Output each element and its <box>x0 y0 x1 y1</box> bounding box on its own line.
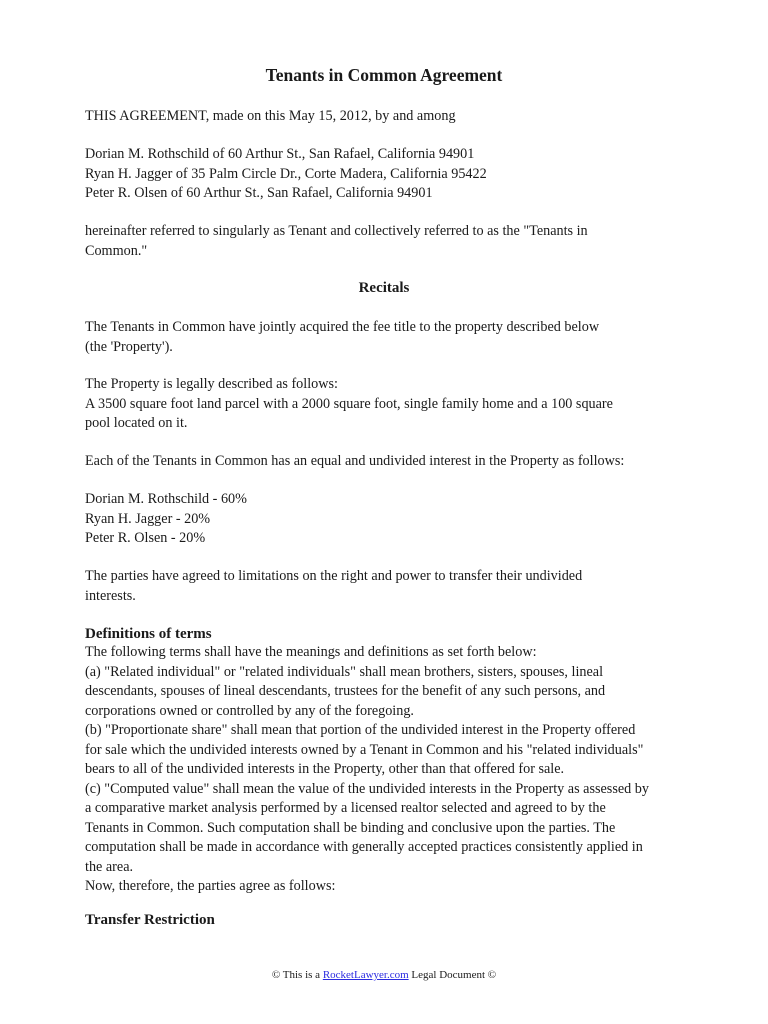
definitions-line: corporations owned or controlled by any of the foregoing. <box>85 702 414 719</box>
definitions-line: the area. <box>85 858 134 875</box>
intro-text: THIS AGREEMENT, made on this May 15, 2012, by and among <box>85 108 456 124</box>
recital-4-line-2: interests. <box>85 587 136 604</box>
recital-2-line-2: A 3500 square foot land parcel with a 2000 square foot, single family home and a 100 square <box>85 395 613 412</box>
rocketlawyer-link[interactable]: RocketLawyer.com <box>322 969 409 981</box>
definitions-line: computation shall be made in accordance with generally accepted practices consistently applied in <box>85 839 643 855</box>
definitions-line: (a) "Related individual" or "related individuals" shall mean brothers, sisters, spouses, lineal <box>85 663 604 680</box>
recital-1-line-2: (the 'Property'). <box>85 338 173 355</box>
definitions-line: a comparative market analysis performed by a licensed realtor selected and agreed to by the <box>85 800 606 816</box>
recital-4-line-1: The parties have agreed to limitations on the right and power to transfer their undivided <box>85 568 583 584</box>
footer <box>0 968 768 982</box>
hereinafter-line-1: hereinafter referred to singularly as Tenant and collectively referred to as the "Tenants in <box>85 223 588 239</box>
recital-3: Each of the Tenants in Common has an equal and undivided interest in the Property as follows: <box>85 453 625 469</box>
hereinafter-line-2: Common." <box>85 242 148 259</box>
definitions-line: Now, therefore, the parties agree as follows: <box>85 878 336 894</box>
recital-2-line-1: The Property is legally described as follows: <box>85 376 338 392</box>
recitals-heading: Recitals <box>358 280 410 296</box>
definitions-line: descendants, spouses of lineal descendants, trustees for the benefit of any such persons, and <box>85 683 606 699</box>
party-2: Ryan H. Jagger of 35 Palm Circle Dr., Corte Madera, California 95422 <box>85 165 487 182</box>
definitions-line: (b) "Proportionate share" shall mean that portion of the undivided interest in the Property offered <box>85 722 636 738</box>
document-title: Tenants in Common Agreement <box>265 65 503 85</box>
footer-prefix: © This is a <box>271 969 323 981</box>
definitions-line: (c) "Computed value" shall mean the value of the undivided interests in the Property as assessed by <box>85 780 649 797</box>
interest-1: Dorian M. Rothschild - 60% <box>85 491 247 507</box>
definitions-line: The following terms shall have the meanings and definitions as set forth below: <box>85 644 537 660</box>
footer-suffix: Legal Document © <box>408 969 497 981</box>
recital-1-line-1: The Tenants in Common have jointly acquired the fee title to the property described below <box>85 319 600 335</box>
definitions-line: for sale which the undivided interests owned by a Tenant in Common and his "related individuals" <box>85 741 644 758</box>
party-3: Peter R. Olsen of 60 Arthur St., San Rafael, California 94901 <box>85 185 433 201</box>
interest-2: Ryan H. Jagger - 20% <box>85 510 211 527</box>
interest-3: Peter R. Olsen - 20% <box>85 530 206 546</box>
definitions-line: Tenants in Common. Such computation shall be binding and conclusive upon the parties. The <box>85 819 616 836</box>
definitions-line: bears to all of the undivided interests in the Property, other than that offered for sale. <box>85 761 565 777</box>
recital-2-line-3: pool located on it. <box>85 415 188 431</box>
definitions-heading: Definitions of terms <box>85 626 212 642</box>
party-1: Dorian M. Rothschild of 60 Arthur St., San Rafael, California 94901 <box>85 146 475 162</box>
transfer-restriction-heading: Transfer Restriction <box>85 912 215 928</box>
